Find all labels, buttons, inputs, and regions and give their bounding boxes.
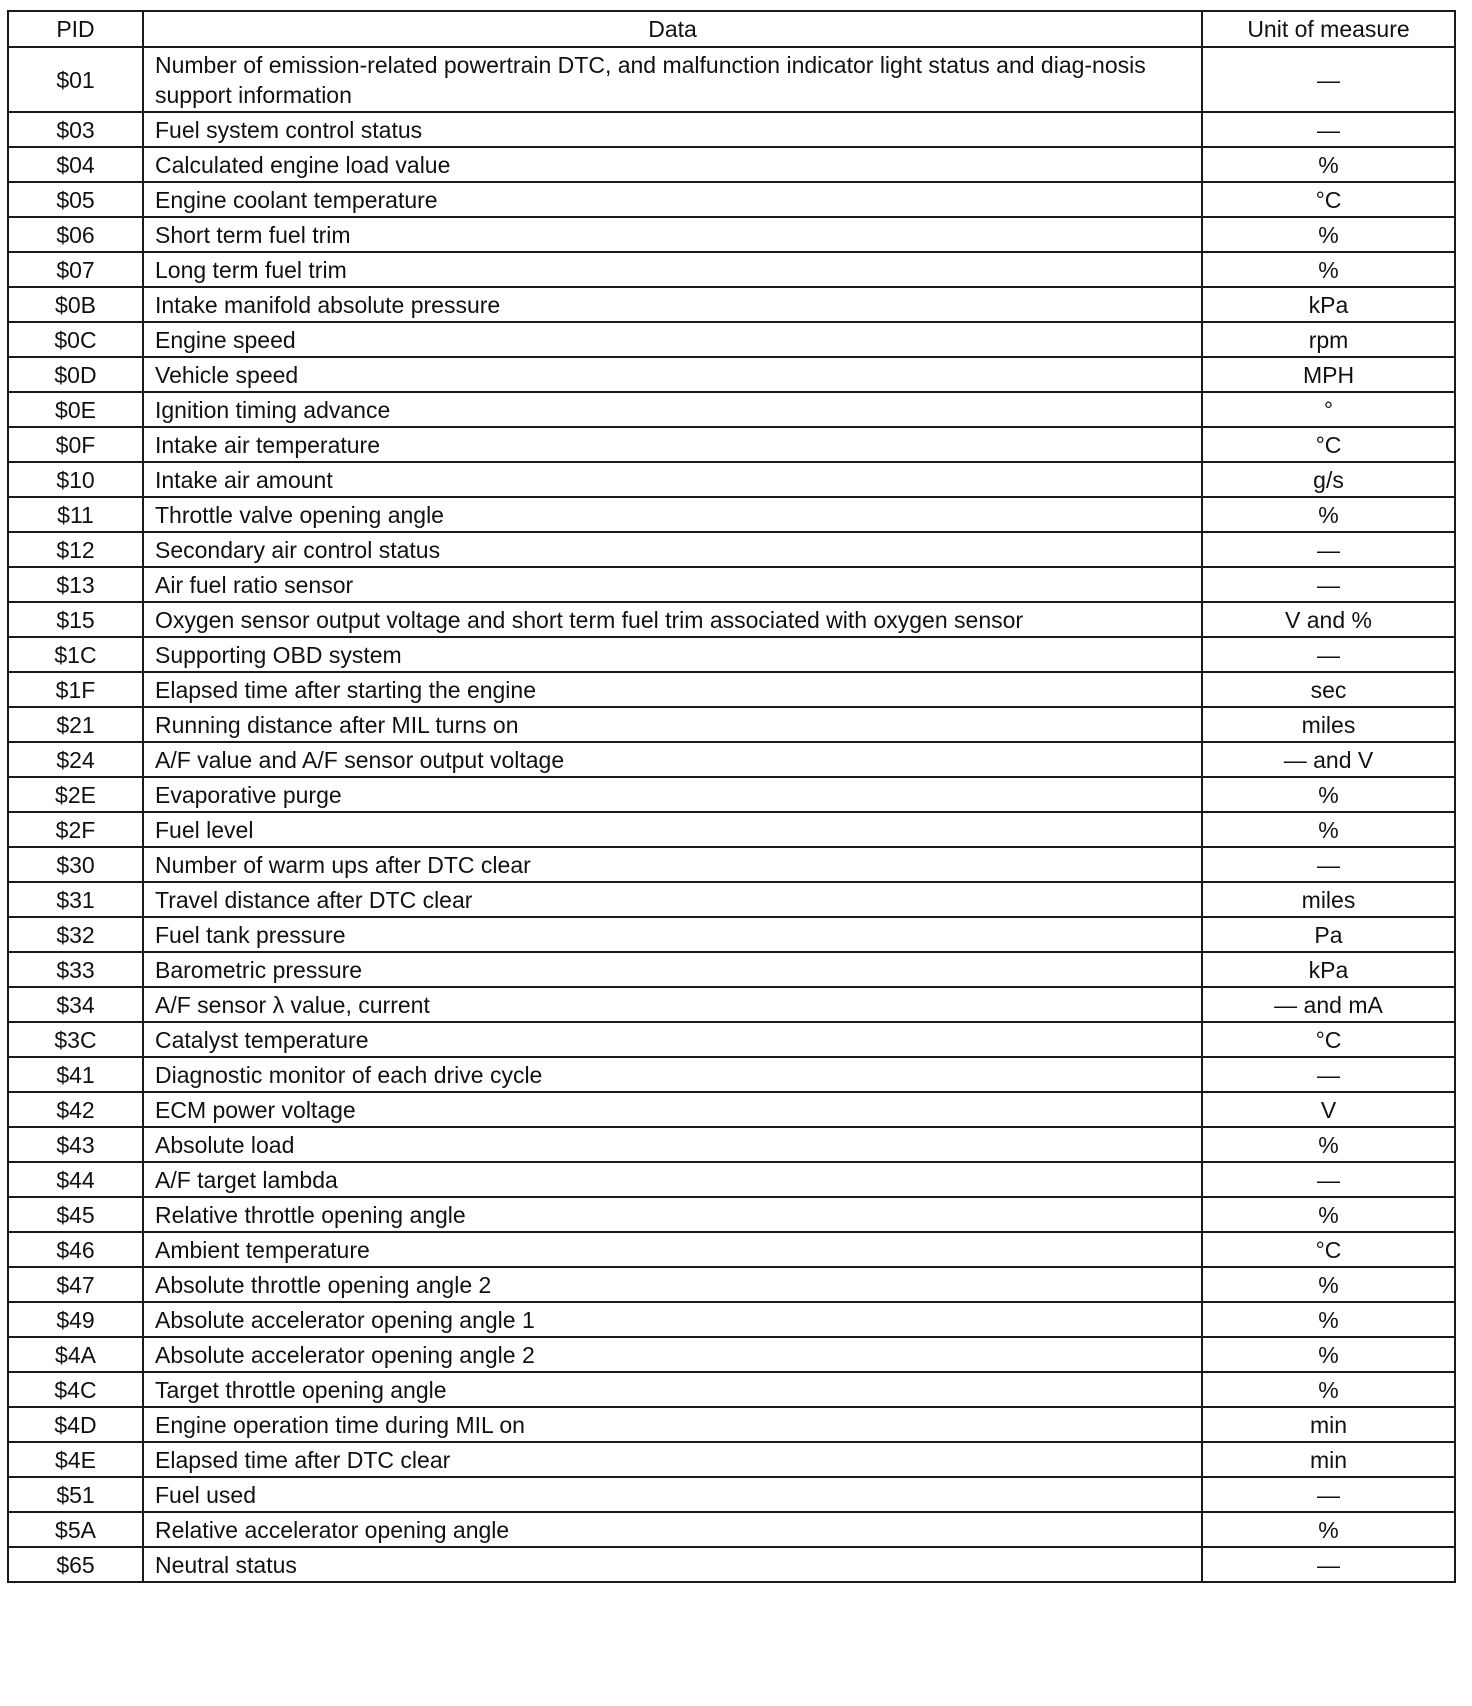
unit-cell: min bbox=[1202, 1442, 1455, 1477]
table-row bbox=[8, 602, 1455, 637]
pid-cell: $05 bbox=[8, 182, 143, 217]
data-cell: Neutral status bbox=[143, 1547, 1202, 1582]
pid-table bbox=[7, 10, 1456, 1583]
data-cell: Fuel level bbox=[143, 812, 1202, 847]
pid-cell: $32 bbox=[8, 917, 143, 952]
unit-cell: % bbox=[1202, 252, 1455, 287]
unit-cell: miles bbox=[1202, 707, 1455, 742]
unit-cell: % bbox=[1202, 1372, 1455, 1407]
pid-cell: $4E bbox=[8, 1442, 143, 1477]
table-row bbox=[8, 1372, 1455, 1407]
pid-cell: $01 bbox=[8, 47, 143, 112]
table-row bbox=[8, 812, 1455, 847]
unit-cell: °C bbox=[1202, 1022, 1455, 1057]
unit-cell: MPH bbox=[1202, 357, 1455, 392]
data-cell: Diagnostic monitor of each drive cycle bbox=[143, 1057, 1202, 1092]
table-row bbox=[8, 1512, 1455, 1547]
unit-cell: kPa bbox=[1202, 952, 1455, 987]
pid-cell: $0C bbox=[8, 322, 143, 357]
data-cell: Fuel system control status bbox=[143, 112, 1202, 147]
pid-cell: $41 bbox=[8, 1057, 143, 1092]
pid-cell: $04 bbox=[8, 147, 143, 182]
unit-cell: miles bbox=[1202, 882, 1455, 917]
pid-cell: $5A bbox=[8, 1512, 143, 1547]
table-body bbox=[8, 47, 1455, 1582]
unit-cell: — bbox=[1202, 47, 1455, 112]
table-row bbox=[8, 287, 1455, 322]
pid-cell: $1C bbox=[8, 637, 143, 672]
pid-cell: $49 bbox=[8, 1302, 143, 1337]
data-cell: Fuel used bbox=[143, 1477, 1202, 1512]
data-cell: Ignition timing advance bbox=[143, 392, 1202, 427]
data-cell: A/F target lambda bbox=[143, 1162, 1202, 1197]
unit-cell: °C bbox=[1202, 182, 1455, 217]
table-row bbox=[8, 1197, 1455, 1232]
table-row bbox=[8, 672, 1455, 707]
unit-cell: — and V bbox=[1202, 742, 1455, 777]
unit-cell: % bbox=[1202, 1337, 1455, 1372]
pid-cell: $03 bbox=[8, 112, 143, 147]
data-cell: Target throttle opening angle bbox=[143, 1372, 1202, 1407]
table-row bbox=[8, 1547, 1455, 1582]
pid-cell: $46 bbox=[8, 1232, 143, 1267]
table-row bbox=[8, 1442, 1455, 1477]
table-row bbox=[8, 847, 1455, 882]
data-cell: Engine coolant temperature bbox=[143, 182, 1202, 217]
unit-cell: % bbox=[1202, 1127, 1455, 1162]
pid-cell: $07 bbox=[8, 252, 143, 287]
data-cell: Running distance after MIL turns on bbox=[143, 707, 1202, 742]
pid-cell: $11 bbox=[8, 497, 143, 532]
data-cell: Travel distance after DTC clear bbox=[143, 882, 1202, 917]
unit-cell: % bbox=[1202, 217, 1455, 252]
pid-cell: $4D bbox=[8, 1407, 143, 1442]
data-cell: Elapsed time after DTC clear bbox=[143, 1442, 1202, 1477]
unit-cell: kPa bbox=[1202, 287, 1455, 322]
table-row bbox=[8, 917, 1455, 952]
table-row bbox=[8, 952, 1455, 987]
data-cell: Barometric pressure bbox=[143, 952, 1202, 987]
unit-cell: % bbox=[1202, 1302, 1455, 1337]
unit-cell: °C bbox=[1202, 1232, 1455, 1267]
unit-cell: rpm bbox=[1202, 322, 1455, 357]
unit-cell: sec bbox=[1202, 672, 1455, 707]
data-cell: Ambient temperature bbox=[143, 1232, 1202, 1267]
table-row bbox=[8, 777, 1455, 812]
pid-cell: $34 bbox=[8, 987, 143, 1022]
pid-cell: $1F bbox=[8, 672, 143, 707]
table-row bbox=[8, 217, 1455, 252]
pid-cell: $2E bbox=[8, 777, 143, 812]
data-cell: Air fuel ratio sensor bbox=[143, 567, 1202, 602]
table-row bbox=[8, 987, 1455, 1022]
unit-cell: % bbox=[1202, 1512, 1455, 1547]
data-cell: Engine operation time during MIL on bbox=[143, 1407, 1202, 1442]
pid-cell: $4A bbox=[8, 1337, 143, 1372]
data-cell: Evaporative purge bbox=[143, 777, 1202, 812]
data-cell: Supporting OBD system bbox=[143, 637, 1202, 672]
data-cell: ECM power voltage bbox=[143, 1092, 1202, 1127]
pid-cell: $24 bbox=[8, 742, 143, 777]
pid-cell: $30 bbox=[8, 847, 143, 882]
unit-cell: g/s bbox=[1202, 462, 1455, 497]
data-cell: Absolute accelerator opening angle 2 bbox=[143, 1337, 1202, 1372]
unit-cell: V and % bbox=[1202, 602, 1455, 637]
unit-cell: % bbox=[1202, 497, 1455, 532]
data-cell: Throttle valve opening angle bbox=[143, 497, 1202, 532]
data-cell: Engine speed bbox=[143, 322, 1202, 357]
unit-cell: — bbox=[1202, 1477, 1455, 1512]
data-cell: Intake air amount bbox=[143, 462, 1202, 497]
data-cell: Calculated engine load value bbox=[143, 147, 1202, 182]
unit-cell: Pa bbox=[1202, 917, 1455, 952]
table-row bbox=[8, 252, 1455, 287]
pid-cell: $2F bbox=[8, 812, 143, 847]
unit-cell: — bbox=[1202, 847, 1455, 882]
header-row bbox=[8, 11, 1455, 47]
data-cell: Relative accelerator opening angle bbox=[143, 1512, 1202, 1547]
table-header bbox=[8, 11, 1455, 47]
unit-cell: % bbox=[1202, 1197, 1455, 1232]
data-cell: Catalyst temperature bbox=[143, 1022, 1202, 1057]
pid-cell: $0D bbox=[8, 357, 143, 392]
data-cell: Absolute load bbox=[143, 1127, 1202, 1162]
pid-cell: $43 bbox=[8, 1127, 143, 1162]
pid-cell: $21 bbox=[8, 707, 143, 742]
table-row bbox=[8, 427, 1455, 462]
data-cell: Absolute accelerator opening angle 1 bbox=[143, 1302, 1202, 1337]
data-cell: Absolute throttle opening angle 2 bbox=[143, 1267, 1202, 1302]
unit-cell: % bbox=[1202, 812, 1455, 847]
table-row bbox=[8, 1022, 1455, 1057]
table-row bbox=[8, 147, 1455, 182]
pid-cell: $45 bbox=[8, 1197, 143, 1232]
data-cell: Intake manifold absolute pressure bbox=[143, 287, 1202, 322]
table-row bbox=[8, 1057, 1455, 1092]
data-cell: Oxygen sensor output voltage and short term fuel trim associated with oxygen sensor bbox=[143, 602, 1202, 637]
table-row bbox=[8, 637, 1455, 672]
pid-cell: $31 bbox=[8, 882, 143, 917]
unit-cell: — bbox=[1202, 112, 1455, 147]
table-row bbox=[8, 567, 1455, 602]
unit-cell: % bbox=[1202, 777, 1455, 812]
table-row bbox=[8, 47, 1455, 112]
unit-cell: % bbox=[1202, 1267, 1455, 1302]
data-cell: Long term fuel trim bbox=[143, 252, 1202, 287]
data-cell: Number of warm ups after DTC clear bbox=[143, 847, 1202, 882]
pid-cell: $06 bbox=[8, 217, 143, 252]
table-row bbox=[8, 497, 1455, 532]
data-cell: Short term fuel trim bbox=[143, 217, 1202, 252]
pid-cell: $10 bbox=[8, 462, 143, 497]
pid-cell: $4C bbox=[8, 1372, 143, 1407]
pid-cell: $15 bbox=[8, 602, 143, 637]
table-row bbox=[8, 322, 1455, 357]
unit-cell: — bbox=[1202, 637, 1455, 672]
pid-cell: $0E bbox=[8, 392, 143, 427]
table-row bbox=[8, 532, 1455, 567]
header-unit: Unit of measure bbox=[1202, 11, 1455, 47]
table-row bbox=[8, 182, 1455, 217]
data-cell: A/F sensor λ value, current bbox=[143, 987, 1202, 1022]
table-row bbox=[8, 392, 1455, 427]
pid-cell: $65 bbox=[8, 1547, 143, 1582]
pid-cell: $44 bbox=[8, 1162, 143, 1197]
table-row bbox=[8, 1162, 1455, 1197]
pid-cell: $13 bbox=[8, 567, 143, 602]
table-row bbox=[8, 742, 1455, 777]
header-data: Data bbox=[143, 11, 1202, 47]
pid-cell: $33 bbox=[8, 952, 143, 987]
pid-cell: $3C bbox=[8, 1022, 143, 1057]
table-row bbox=[8, 882, 1455, 917]
unit-cell: — bbox=[1202, 1162, 1455, 1197]
unit-cell: — bbox=[1202, 1057, 1455, 1092]
table-row bbox=[8, 462, 1455, 497]
unit-cell: % bbox=[1202, 147, 1455, 182]
header-pid: PID bbox=[8, 11, 143, 47]
data-cell: Relative throttle opening angle bbox=[143, 1197, 1202, 1232]
pid-cell: $51 bbox=[8, 1477, 143, 1512]
unit-cell: — bbox=[1202, 567, 1455, 602]
table-row bbox=[8, 1302, 1455, 1337]
unit-cell: — bbox=[1202, 1547, 1455, 1582]
table-row bbox=[8, 112, 1455, 147]
data-cell: Vehicle speed bbox=[143, 357, 1202, 392]
table-row bbox=[8, 1407, 1455, 1442]
table-row bbox=[8, 707, 1455, 742]
unit-cell: V bbox=[1202, 1092, 1455, 1127]
data-cell: Intake air temperature bbox=[143, 427, 1202, 462]
table-row bbox=[8, 1092, 1455, 1127]
table-row bbox=[8, 1267, 1455, 1302]
table-row bbox=[8, 1477, 1455, 1512]
pid-cell: $0B bbox=[8, 287, 143, 322]
table-row bbox=[8, 357, 1455, 392]
data-cell: Secondary air control status bbox=[143, 532, 1202, 567]
data-cell: Number of emission-related powertrain DTC, and malfunction indicator light status and diag-nosis support information bbox=[143, 47, 1202, 112]
pid-cell: $0F bbox=[8, 427, 143, 462]
table-row bbox=[8, 1127, 1455, 1162]
pid-cell: $12 bbox=[8, 532, 143, 567]
data-cell: Elapsed time after starting the engine bbox=[143, 672, 1202, 707]
pid-cell: $47 bbox=[8, 1267, 143, 1302]
unit-cell: — bbox=[1202, 532, 1455, 567]
unit-cell: ° bbox=[1202, 392, 1455, 427]
unit-cell: min bbox=[1202, 1407, 1455, 1442]
data-cell: Fuel tank pressure bbox=[143, 917, 1202, 952]
unit-cell: °C bbox=[1202, 427, 1455, 462]
table-row bbox=[8, 1337, 1455, 1372]
unit-cell: — and mA bbox=[1202, 987, 1455, 1022]
data-cell: A/F value and A/F sensor output voltage bbox=[143, 742, 1202, 777]
table-row bbox=[8, 1232, 1455, 1267]
pid-cell: $42 bbox=[8, 1092, 143, 1127]
